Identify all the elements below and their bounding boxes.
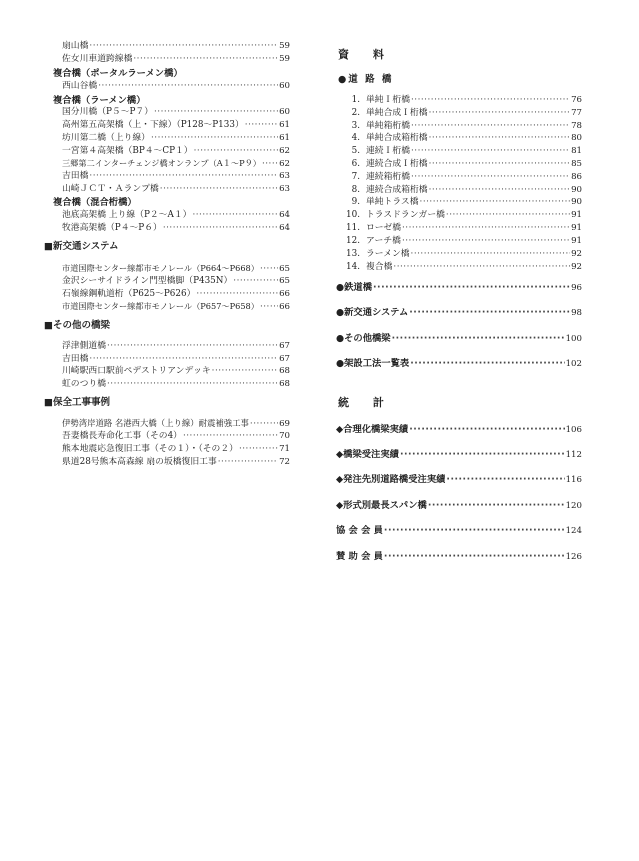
entry-page: 66 — [279, 289, 290, 299]
leader-dots — [402, 235, 570, 248]
entry-number: 7. — [351, 172, 360, 182]
entry-number: 2. — [351, 108, 360, 118]
entry-page: 80 — [571, 133, 582, 143]
section-heading: ■新交通システム — [44, 241, 119, 252]
toc-category[interactable] — [336, 473, 582, 486]
toc-entry[interactable] — [62, 157, 290, 170]
entry-title: 扇山橋 — [62, 41, 89, 51]
section-heading-materials: 資 料 — [338, 48, 394, 61]
entry-title: ローゼ橋 — [366, 223, 402, 233]
entry-number: 1. — [351, 95, 360, 105]
leader-dots — [373, 281, 570, 294]
entry-number: 10. — [346, 210, 360, 220]
entry-title: 単純トラス橋 — [366, 197, 419, 207]
entry-title: 連続合成箱桁橋 — [366, 185, 428, 195]
leader-dots — [98, 80, 278, 93]
category-page: 116 — [565, 475, 582, 485]
entry-title: 石嶺線鋼軌道桁（P625～P626） — [62, 289, 196, 299]
entry-page: 92 — [571, 249, 582, 259]
entry-title: ラーメン橋 — [366, 249, 410, 259]
entry-page: 62 — [279, 159, 290, 169]
toc-category[interactable] — [336, 524, 582, 537]
toc-entry[interactable] — [334, 171, 582, 184]
entry-page: 63 — [279, 184, 290, 194]
entry-page: 92 — [571, 262, 582, 272]
entry-title: 池底高架橋 上り線（P２～A１） — [62, 210, 192, 220]
toc-entry[interactable] — [62, 365, 290, 378]
entry-title: 牧港高架橋（P４～P６） — [62, 223, 162, 233]
toc-entry[interactable] — [62, 378, 290, 391]
entry-title: 単純合成箱桁橋 — [366, 133, 428, 143]
leader-dots — [233, 275, 278, 288]
leader-dots — [384, 550, 565, 563]
category-title: 賛 助 会 員 — [336, 551, 383, 562]
entry-page: 76 — [571, 95, 582, 105]
entry-title: 連続合成Ｉ桁橋 — [366, 159, 428, 169]
section-heading-road-bridges: ●道 路 橋 — [338, 74, 394, 85]
toc-entry[interactable] — [62, 430, 290, 443]
entry-title: アーチ橋 — [366, 236, 401, 246]
leader-dots — [400, 448, 565, 461]
entry-title: 吉田橋 — [62, 171, 89, 181]
entry-page: 62 — [279, 146, 290, 156]
entry-number: 14. — [346, 262, 360, 272]
toc-entry[interactable] — [334, 209, 582, 222]
toc-entry[interactable] — [62, 53, 290, 66]
entry-number: 5. — [351, 146, 360, 156]
entry-title: 坊川第二橋（上り線） — [62, 133, 150, 143]
leader-dots — [411, 248, 571, 261]
entry-page: 68 — [279, 366, 290, 376]
entry-page: 78 — [571, 121, 582, 131]
category-title: ●架設工法一覧表 — [336, 358, 410, 369]
entry-page: 60 — [279, 81, 290, 91]
leader-dots — [393, 261, 570, 274]
category-page: 96 — [571, 283, 582, 293]
leader-dots — [429, 107, 570, 120]
entry-title: 山崎ＪＣＴ・Ａランプ橋 — [62, 184, 159, 194]
entry-page: 90 — [571, 197, 582, 207]
category-title: ●その他橋梁 — [336, 333, 391, 344]
toc-entry[interactable] — [62, 209, 290, 222]
leader-dots — [133, 53, 278, 66]
entry-page: 61 — [279, 120, 290, 130]
leader-dots — [89, 40, 278, 53]
toc-category[interactable] — [336, 281, 582, 294]
entry-title: 連続Ｉ桁橋 — [366, 146, 410, 156]
entry-page: 72 — [279, 457, 290, 467]
entry-page: 61 — [279, 133, 290, 143]
section-heading-statistics: 統 計 — [338, 396, 394, 409]
entry-page: 66 — [279, 302, 290, 312]
category-title: ●鉄道橋 — [336, 282, 373, 293]
entry-number: 12. — [346, 236, 360, 246]
entry-page: 86 — [571, 172, 582, 182]
leader-dots — [239, 443, 278, 456]
leader-dots — [212, 365, 278, 378]
entry-page: 90 — [571, 185, 582, 195]
category-title: ◆形式別最長スパン橋 — [336, 500, 427, 511]
toc-category[interactable] — [336, 423, 582, 436]
toc-entry[interactable] — [62, 417, 290, 430]
leader-dots — [409, 306, 570, 319]
entry-page: 71 — [279, 444, 290, 454]
leader-dots — [192, 209, 278, 222]
toc-entry[interactable] — [334, 94, 582, 107]
entry-title: 単純Ｉ桁橋 — [366, 95, 410, 105]
leader-dots — [446, 209, 570, 222]
category-page: 120 — [565, 501, 582, 511]
toc-entry[interactable] — [62, 119, 290, 132]
entry-page: 91 — [571, 223, 582, 233]
entry-title: 複合橋 — [366, 262, 393, 272]
entry-page: 64 — [279, 210, 290, 220]
leader-dots — [107, 340, 278, 353]
category-page: 100 — [565, 334, 582, 344]
category-title: 協 会 会 員 — [336, 525, 383, 536]
toc-entry[interactable] — [62, 183, 290, 196]
leader-dots — [154, 106, 278, 119]
entry-title: 単純合成Ｉ桁橋 — [366, 108, 428, 118]
toc-entry[interactable] — [62, 300, 290, 313]
leader-dots — [411, 171, 570, 184]
entry-page: 69 — [279, 419, 290, 429]
toc-entry[interactable] — [62, 443, 290, 456]
leader-dots — [107, 378, 278, 391]
leader-dots — [89, 170, 278, 183]
leader-dots — [428, 499, 565, 512]
toc-entry[interactable] — [62, 170, 290, 183]
category-title: ●新交通システム — [336, 307, 409, 318]
toc-entry[interactable] — [62, 222, 290, 235]
leader-dots — [183, 430, 278, 443]
subsection-heading: 複合橋（ラーメン橋） — [53, 95, 146, 106]
entry-title: 県道28号熊本高森線 扇の坂橋復旧工事 — [62, 457, 217, 467]
toc-entry[interactable] — [334, 107, 582, 120]
leader-dots — [160, 183, 278, 196]
entry-title: 浮津側道橋 — [62, 341, 106, 351]
leader-dots — [411, 94, 570, 107]
entry-page: 91 — [571, 210, 582, 220]
category-page: 112 — [565, 450, 582, 460]
subsection-heading: 複合橋（混合桁橋） — [53, 197, 137, 208]
leader-dots — [260, 301, 278, 314]
toc-category[interactable] — [336, 306, 582, 319]
entry-page: 77 — [571, 108, 582, 118]
leader-dots — [151, 132, 278, 145]
toc-entry[interactable] — [334, 158, 582, 171]
toc-entry[interactable] — [334, 261, 582, 274]
toc-entry[interactable] — [62, 456, 290, 469]
entry-title: 吉田橋 — [62, 354, 89, 364]
entry-number: 13. — [346, 249, 360, 259]
entry-title: 伊勢湾岸道路 名港西大橋（上り線）耐震補強工事 — [62, 418, 249, 428]
leader-dots — [420, 196, 571, 209]
toc-entry[interactable] — [62, 80, 290, 93]
leader-dots — [245, 119, 278, 132]
entry-title: 川崎駅西口駅前ペデストリアンデッキ — [62, 366, 211, 376]
entry-page: 59 — [279, 54, 290, 64]
leader-dots — [429, 132, 570, 145]
entry-page: 65 — [279, 276, 290, 286]
leader-dots — [218, 456, 278, 469]
entry-number: 4. — [351, 133, 360, 143]
toc-entry[interactable] — [62, 106, 290, 119]
entry-title: 虹のつり橋 — [62, 379, 106, 389]
entry-page: 67 — [279, 341, 290, 351]
entry-page: 68 — [279, 379, 290, 389]
entry-title: 単純箱桁橋 — [366, 121, 410, 131]
entry-page: 67 — [279, 354, 290, 364]
subsection-heading: 複合橋（ポータルラーメン橋） — [53, 68, 183, 79]
entry-title: 吾妻橋長寿命化工事（その4） — [62, 431, 182, 441]
entry-title: 熊本地震応急復旧工事（その１）・（その２） — [62, 444, 238, 454]
toc-entry[interactable] — [62, 275, 290, 288]
category-page: 102 — [565, 359, 582, 369]
entry-number: 11. — [346, 223, 360, 233]
toc-category[interactable] — [336, 550, 582, 563]
category-page: 98 — [571, 308, 582, 318]
entry-page: 60 — [279, 107, 290, 117]
toc-category[interactable] — [336, 499, 582, 512]
section-heading: ■その他の橋梁 — [44, 320, 110, 331]
toc-entry[interactable] — [334, 145, 582, 158]
leader-dots — [411, 145, 570, 158]
entry-page: 91 — [571, 236, 582, 246]
toc-entry[interactable] — [334, 132, 582, 145]
entry-page: 65 — [279, 264, 290, 274]
entry-number: 8. — [351, 185, 360, 195]
entry-title: 西山谷橋 — [62, 81, 98, 91]
entry-title: 金沢シーサイドライン門型橋脚（P435N） — [62, 276, 233, 286]
leader-dots — [384, 524, 565, 537]
entry-page: 59 — [279, 41, 290, 51]
entry-page: 85 — [571, 159, 582, 169]
toc-category[interactable] — [336, 357, 582, 370]
section-heading: ■保全工事事例 — [44, 397, 110, 408]
category-title: ◆合理化橋梁実績 — [336, 424, 409, 435]
toc-entry[interactable] — [334, 235, 582, 248]
toc-category[interactable] — [336, 332, 582, 345]
toc-category[interactable] — [336, 448, 582, 461]
entry-title: 高州第五高架橋（上・下線）（P128～P133） — [62, 120, 244, 130]
entry-page: 64 — [279, 223, 290, 233]
entry-title: 国分川橋（P５～P７） — [62, 107, 154, 117]
entry-title: 市道国際センター線都市モノレール（P664～P668） — [62, 263, 259, 273]
leader-dots — [402, 222, 570, 235]
entry-title: 一宮第４高架橋（BP４～CP１） — [62, 146, 193, 156]
toc-entry[interactable] — [334, 248, 582, 261]
entry-page: 70 — [279, 431, 290, 441]
entry-title: 連続箱桁橋 — [366, 172, 410, 182]
leader-dots — [392, 332, 565, 345]
category-page: 124 — [565, 526, 582, 536]
entry-page: 81 — [571, 146, 582, 156]
category-title: ◆橋梁受注実績 — [336, 449, 399, 460]
leader-dots — [163, 222, 278, 235]
leader-dots — [410, 357, 564, 370]
entry-title: 市道国際センター線都市モノレール（P657～P658） — [62, 301, 259, 311]
entry-number: 3. — [351, 121, 360, 131]
leader-dots — [446, 473, 564, 486]
category-page: 126 — [565, 552, 582, 562]
entry-title: トラスドランガー橋 — [366, 210, 445, 220]
leader-dots — [429, 158, 570, 171]
category-page: 106 — [565, 425, 582, 435]
toc-entry[interactable] — [334, 196, 582, 209]
toc-entry[interactable] — [62, 340, 290, 353]
toc-entry[interactable] — [62, 40, 290, 53]
toc-entry[interactable] — [62, 132, 290, 145]
toc-entry[interactable] — [334, 222, 582, 235]
entry-number: 6. — [351, 159, 360, 169]
entry-number: 9. — [351, 197, 360, 207]
toc-entry[interactable] — [62, 262, 290, 275]
leader-dots — [409, 423, 564, 436]
entry-title: 佐女川車道跨線橋 — [62, 54, 133, 64]
category-title: ◆発注先別道路橋受注実績 — [336, 474, 446, 485]
entry-page: 63 — [279, 171, 290, 181]
entry-title: 三郷第二インターチェンジ橋オンランプ（A１～P９） — [62, 158, 261, 168]
